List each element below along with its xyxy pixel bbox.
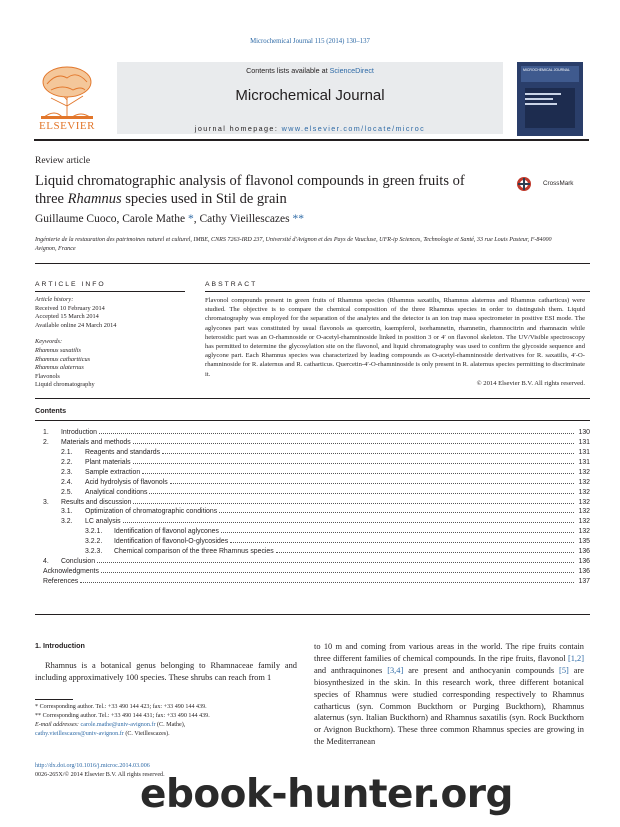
- toc-entry[interactable]: [35, 446, 590, 456]
- toc-leader: [99, 429, 574, 434]
- divider: [205, 291, 590, 292]
- toc-label[interactable]: Optimization of chromatographic conditions: [85, 508, 218, 516]
- issn-line: 0026-265X/© 2014 Elsevier B.V. All rights reserved.: [35, 771, 165, 778]
- toc-page: 135: [578, 538, 590, 546]
- author-mark[interactable]: **: [292, 213, 304, 225]
- toc-leader: [276, 548, 574, 553]
- toc-leader: [101, 568, 574, 573]
- toc-page: 136: [578, 568, 590, 576]
- toc-leader: [133, 439, 574, 444]
- title-text-italic: Rhamnus: [67, 191, 122, 207]
- keyword: Rhamnus alaternus: [35, 364, 84, 372]
- toc-entry[interactable]: [35, 565, 590, 575]
- toc-entry[interactable]: [35, 575, 590, 585]
- email-owner: (C. Vieillescazes).: [123, 730, 170, 737]
- toc-entry[interactable]: [35, 486, 590, 496]
- email-line: [35, 721, 297, 730]
- toc-label[interactable]: Conclusion: [61, 558, 96, 566]
- elsevier-logo: [33, 62, 101, 134]
- citation-link[interactable]: [5]: [559, 665, 569, 675]
- affiliation: Ingénierie de la restauration des patrimoines naturel et culturel, IMBE, CNRS 7263-IRD 237, Université d'Avignon et des Pays de Vaucluse, UFR-ip Sciences, Technologie et Santé, 33 rue Louis Pasteur, F-84000 Avignon, France: [35, 237, 552, 252]
- cover-title: MICROCHEMICAL JOURNAL: [523, 68, 570, 72]
- toc-number: 4.: [43, 558, 49, 566]
- keyword: Rhamnus cathartticus: [35, 355, 91, 363]
- toc-page: 132: [578, 488, 590, 496]
- keyword: Flavonols: [35, 372, 60, 380]
- author-name: Carole Mathe: [122, 213, 188, 225]
- email-line: [35, 730, 297, 739]
- toc-label[interactable]: Analytical conditions: [85, 488, 148, 496]
- toc-page: 132: [578, 498, 590, 506]
- author-name: Guillaume Cuoco,: [35, 213, 123, 225]
- toc-label[interactable]: Chemical comparison of the three Rhamnus species: [114, 548, 274, 556]
- citation-link[interactable]: [1,2]: [567, 653, 584, 663]
- toc-entry[interactable]: [35, 535, 590, 545]
- divider: [35, 398, 590, 399]
- sciencedirect-link[interactable]: ScienceDirect: [329, 66, 374, 75]
- crossmark-label[interactable]: CrossMark: [543, 180, 574, 187]
- toc-label[interactable]: Reagents and standards: [85, 448, 161, 456]
- keyword: Liquid chromatography: [35, 381, 95, 389]
- history-label: Article history:: [35, 296, 74, 303]
- toc-number: 3.1.: [61, 508, 73, 516]
- keyword: Rhamnus saxatilis: [35, 346, 82, 354]
- toc-label[interactable]: Results and discussion: [61, 498, 132, 506]
- toc-entry[interactable]: [35, 545, 590, 555]
- title-text-1: Liquid chromatographic analysis of flavonol compounds in green fruits of three: [35, 173, 465, 207]
- title-text-2: species used in Stil de grain: [121, 191, 287, 207]
- toc-leader: [97, 558, 574, 563]
- toc-number: 3.2.3.: [85, 548, 103, 556]
- toc-entry[interactable]: [35, 555, 590, 565]
- toc-page: 136: [578, 548, 590, 556]
- toc-leader: [230, 538, 574, 543]
- toc-number: 2.3.: [61, 468, 73, 476]
- toc-leader: [133, 499, 574, 504]
- toc-label[interactable]: LC analysis: [85, 518, 121, 526]
- toc-leader: [142, 469, 574, 474]
- divider: [35, 263, 590, 264]
- author-list: [35, 213, 304, 225]
- author-mark[interactable]: *: [188, 213, 194, 225]
- toc-number: 2.: [43, 438, 49, 446]
- toc-page: 130: [578, 428, 590, 436]
- citation-link[interactable]: [3,4]: [387, 665, 404, 675]
- toc-page: 132: [578, 508, 590, 516]
- article-info-heading: ARTICLE INFO: [35, 281, 106, 288]
- toc-label[interactable]: Plant materials: [85, 458, 131, 466]
- doi-link[interactable]: http://dx.doi.org/10.1016/j.microc.2014.03.006: [35, 763, 150, 769]
- footnote: * Corresponding author. Tel.: +33 490 144 423; fax: +33 490 144 439.: [35, 704, 207, 710]
- email-link[interactable]: carole.mathe@univ-avignon.fr: [80, 721, 156, 728]
- para-text: are present and anthocyanin compounds: [403, 665, 560, 675]
- intro-right-column: [314, 641, 584, 748]
- toc-number: 1.: [43, 428, 49, 436]
- abstract-heading: ABSTRACT: [205, 281, 258, 288]
- history-item: Accepted 15 March 2014: [35, 313, 99, 321]
- header-rule: [34, 139, 589, 141]
- contents-available-line: [117, 66, 503, 75]
- history-item: Received 10 February 2014: [35, 304, 105, 312]
- toc-leader: [123, 518, 574, 523]
- author-name: , Cathy Vieillescazes: [193, 213, 293, 225]
- divider: [35, 420, 590, 421]
- toc-page: 132: [578, 478, 590, 486]
- toc-leader: [133, 459, 574, 464]
- toc-page: 131: [578, 458, 590, 466]
- divider: [35, 614, 590, 615]
- toc-leader: [149, 489, 574, 494]
- toc-number: 2.5.: [61, 488, 73, 496]
- toc-entry[interactable]: [35, 515, 590, 525]
- toc-label[interactable]: Introduction: [61, 428, 98, 436]
- toc-number: 3.2.1.: [85, 528, 103, 536]
- homepage-prefix: journal homepage:: [194, 124, 282, 133]
- toc-label[interactable]: Identification of flavonol-O-glycosides: [114, 538, 229, 546]
- toc-entry[interactable]: [35, 436, 590, 446]
- footnotes: [35, 703, 297, 739]
- abstract-text: Flavonol compounds present in green fruits of Rhamnus species (Rhamnus saxatilis, Rhamnus alaternus and Rhamnus catharticus) were studied. The objective is to compare the chemical composition of the three Rhamnus species in order to distinguish them. Liquid chromatography was employed for the separation of the analytes and the detector is an ion trap mass spectrometer in positive ESI mode. The aglycones part was constituted by usual flavonols as quercetin, kaempferol, isorhamnetin, rhamnetin, rhamnocitrin and rhamnazin while heterosidic part was an O-rhamnoside or O-acetyl-rhamninoside linked in position 3 or 4′ on flavonol skeleton. The UV/Visible spectroscopy has permitted to determine the glycosylation site on the flavonol, and liquid chromatography was used to confirm the glycoside sequence and aglycone part. Each Rhamnus species was characterized by leading compounds as O-acetyl-rhamninoside derivatives for R. saxatilis, 4′-O-rhamninoside for R. alaternus and R. catharticus. Quercetin-4′-O-rhamninoside is only present in R. alaternus species permitting to discriminate it.: [205, 297, 585, 378]
- email-link[interactable]: cathy.vieillescazes@univ-avignon.fr: [35, 730, 124, 737]
- toc-label[interactable]: Materials and methods: [61, 438, 131, 446]
- history-item: Available online 24 March 2014: [35, 321, 117, 329]
- toc-label[interactable]: Sample extraction: [85, 468, 141, 476]
- toc-number: 3.2.: [61, 518, 73, 526]
- table-of-contents: [35, 426, 590, 585]
- keywords-label: Keywords:: [35, 338, 63, 346]
- toc-page: 132: [578, 528, 590, 536]
- toc-leader: [170, 479, 574, 484]
- homepage-link[interactable]: www.elsevier.com/locate/microc: [281, 124, 426, 133]
- toc-leader: [221, 528, 574, 533]
- contents-prefix: Contents lists available at: [246, 66, 330, 75]
- contents-heading: Contents: [35, 406, 67, 415]
- toc-entry[interactable]: [35, 456, 590, 466]
- toc-page: 132: [578, 518, 590, 526]
- intro-left-column: Rhamnus is a botanical genus belonging to Rhamnaceae family and including approximatively 100 species. These shrubs can reach from 1: [35, 661, 297, 682]
- toc-entry[interactable]: [35, 466, 590, 476]
- abstract-copyright: © 2014 Elsevier B.V. All rights reserved.: [476, 379, 585, 387]
- para-text: are biosynthesized in the skin. In this research work, three different botanical species of Rhamnus were studied corresponding respectively to Rhamnus catharticus (syn. Common Buckthorn or Purging Buckthorn), Rhamnus alaternus (syn. Italian Buckthorn) and Rhamnus saxatilis (syn. Rock Buckthorn or Avignon Buckthorn). These three common Rhamnus species are growing in the Mediterranean: [314, 665, 584, 747]
- footnote-rule: [35, 699, 73, 700]
- toc-number: 3.2.2.: [85, 538, 103, 546]
- toc-number: 2.1.: [61, 448, 73, 456]
- article-title: [35, 172, 495, 208]
- abstract: [205, 296, 585, 388]
- toc-entry[interactable]: [35, 496, 590, 506]
- toc-page: 136: [578, 558, 590, 566]
- toc-entry[interactable]: [35, 476, 590, 486]
- journal-reference[interactable]: Microchemical Journal 115 (2014) 130–137: [250, 38, 370, 45]
- toc-leader: [219, 508, 574, 513]
- toc-number: 2.4.: [61, 478, 73, 486]
- footnote: ** Corresponding author. Tel.: +33 490 144 431; fax: +33 490 144 439.: [35, 712, 210, 719]
- toc-page: 131: [578, 448, 590, 456]
- toc-entry[interactable]: [35, 506, 590, 516]
- toc-number: 3.: [43, 498, 49, 506]
- email-owner: (C. Mathe),: [155, 721, 186, 728]
- toc-number: 2.2.: [61, 458, 73, 466]
- para-text: to 10 m and coming from various areas in the world. The ripe fruits contain three different families of chemical compounds. In the ripe fruits, flavonol: [314, 642, 584, 663]
- journal-name: Microchemical Journal: [235, 87, 385, 104]
- journal-homepage: [117, 124, 503, 133]
- email-label: E-mail addresses:: [35, 721, 81, 728]
- toc-leader: [80, 578, 574, 583]
- article-info: [35, 296, 185, 390]
- section-heading: 1. Introduction: [35, 641, 85, 650]
- toc-page: 137: [578, 578, 590, 585]
- toc-page: 132: [578, 468, 590, 476]
- watermark-text: ebook-hunter.org: [140, 772, 513, 817]
- journal-cover-image: [517, 62, 583, 136]
- toc-label[interactable]: Acid hydrolysis of flavonols: [85, 478, 168, 486]
- toc-label[interactable]: Acknowledgments: [43, 568, 99, 576]
- toc-leader: [162, 449, 574, 454]
- elsevier-wordmark: ELSEVIER: [39, 120, 95, 132]
- toc-page: 131: [578, 438, 590, 446]
- toc-entry[interactable]: [35, 525, 590, 535]
- article-type: Review article: [35, 156, 91, 166]
- toc-label[interactable]: References: [43, 578, 79, 585]
- toc-label[interactable]: Identification of flavonol aglycones: [114, 528, 219, 536]
- toc-entry[interactable]: [35, 426, 590, 436]
- divider: [35, 291, 185, 292]
- para-text: and anthraquinones: [314, 665, 388, 675]
